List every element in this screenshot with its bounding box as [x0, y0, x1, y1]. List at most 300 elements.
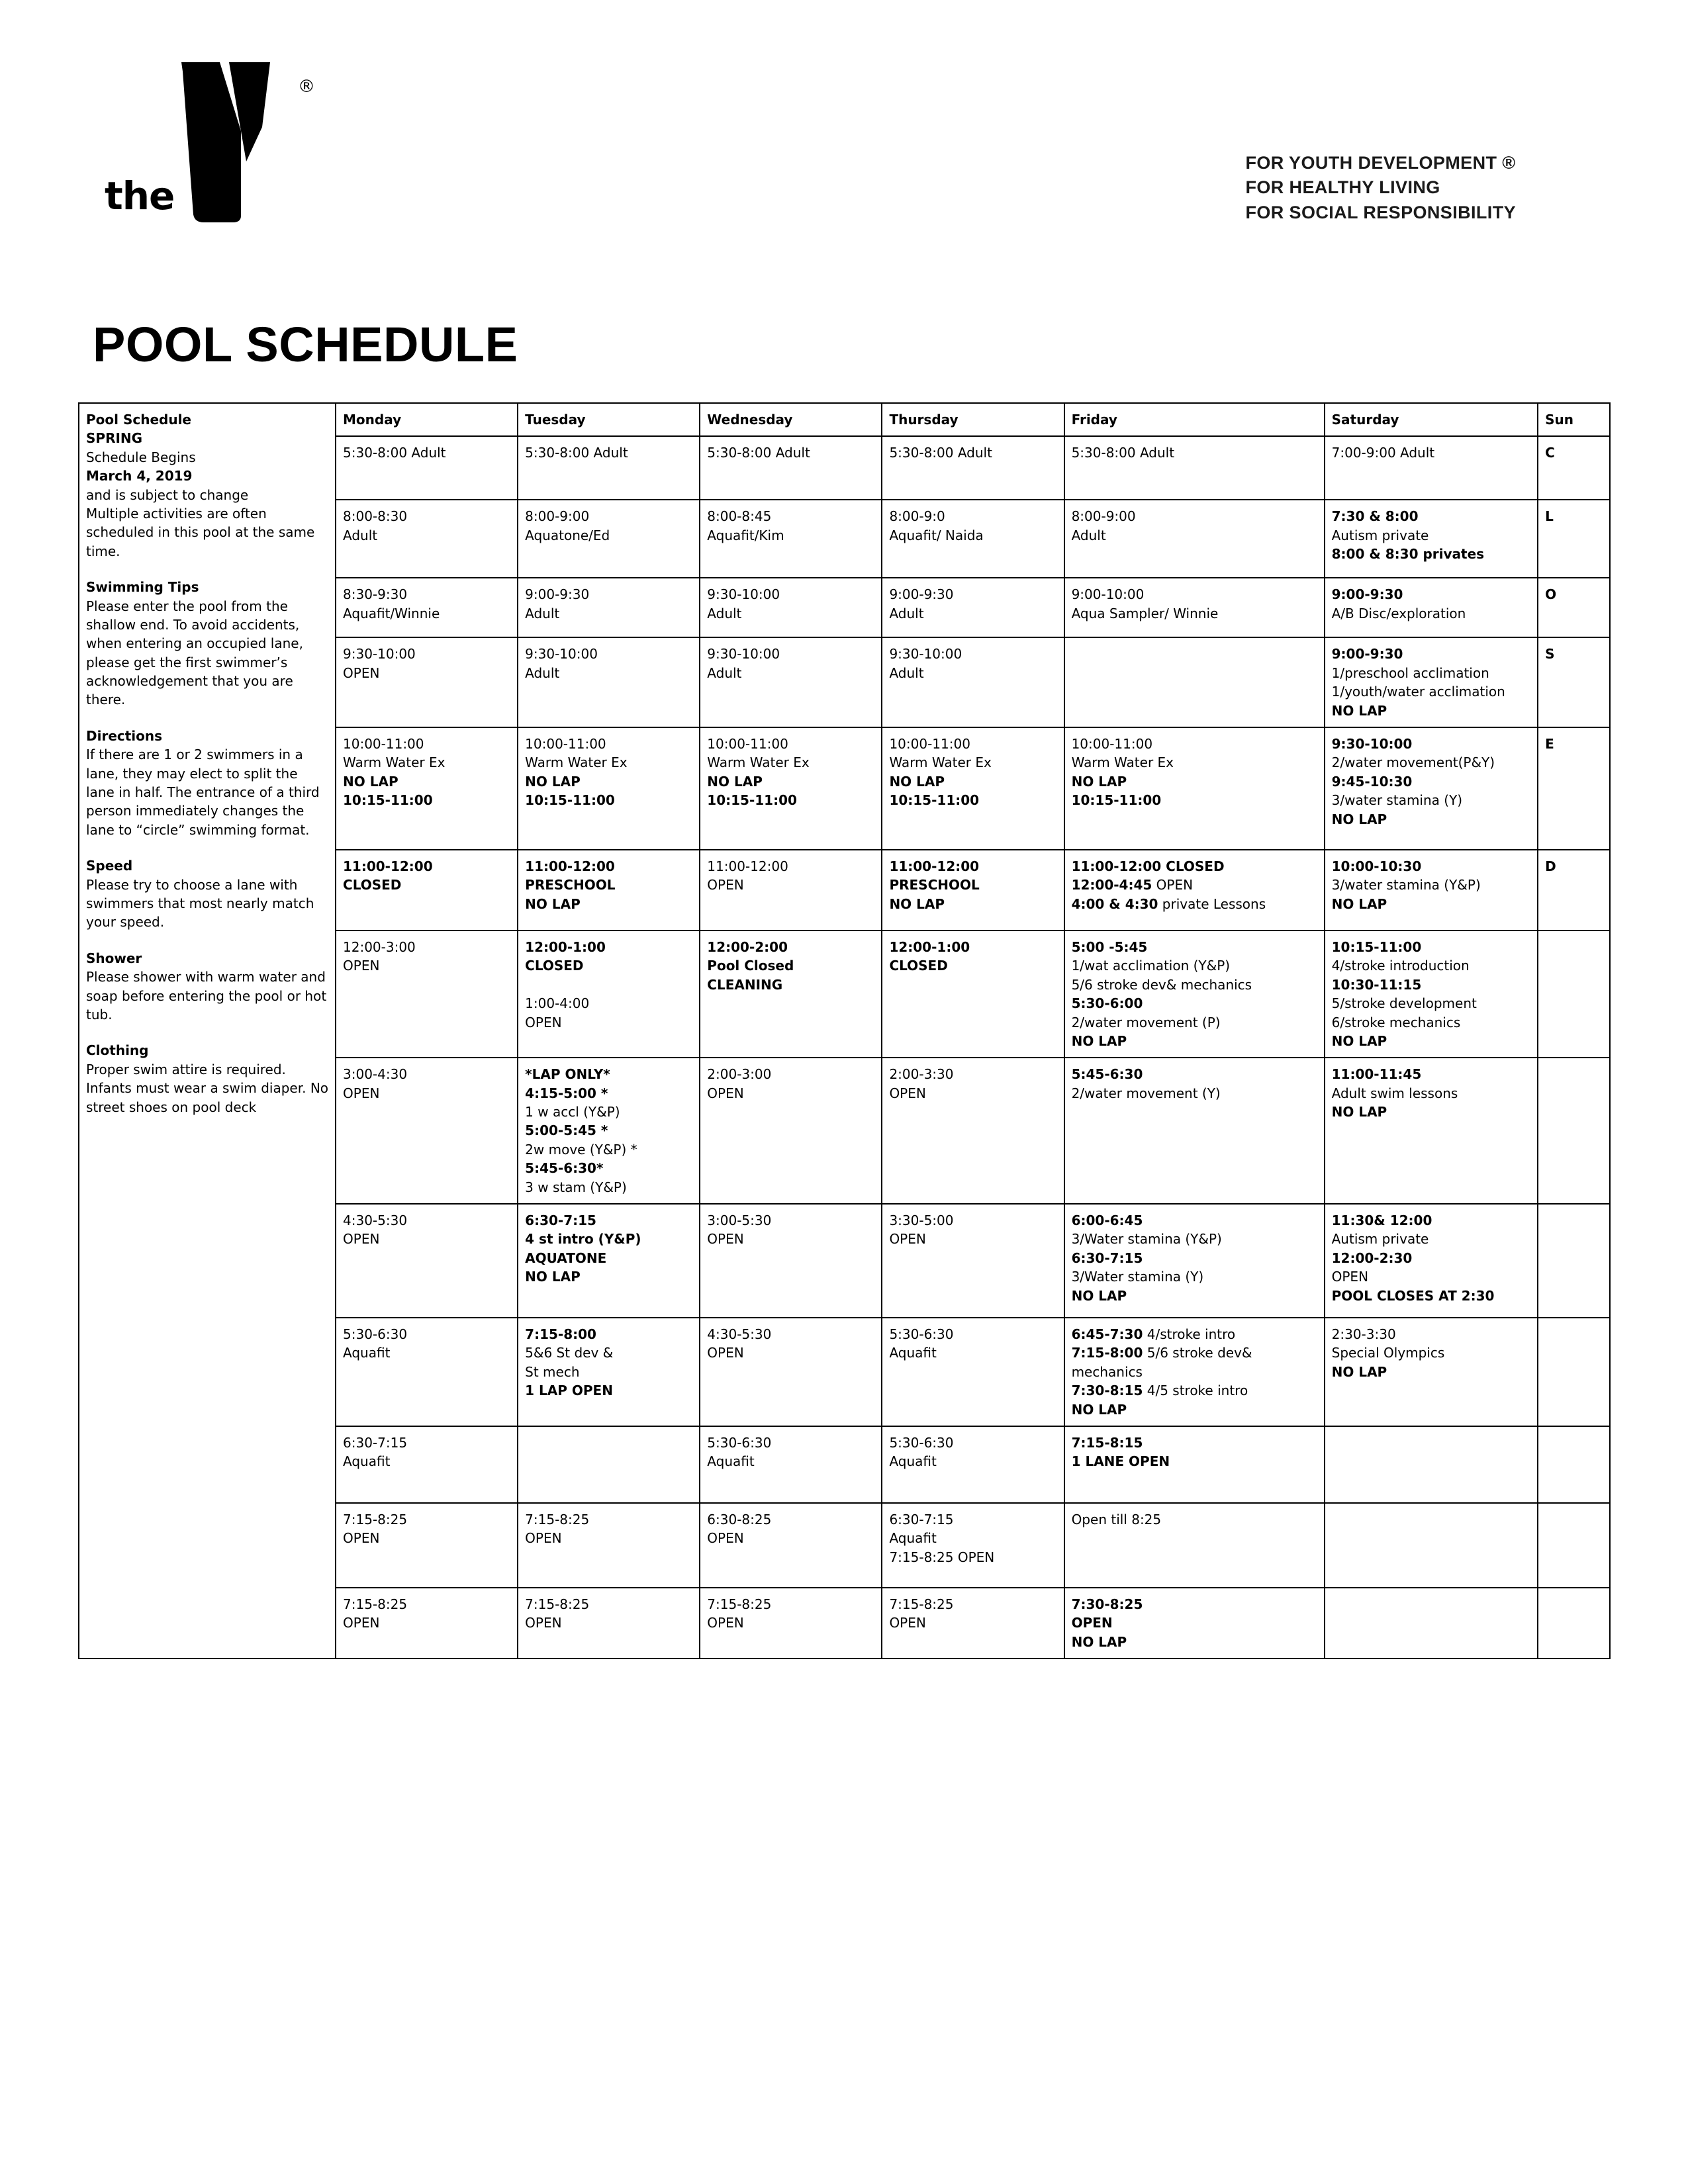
schedule-cell-monday	[336, 637, 518, 727]
cell-line: NO LAP	[1331, 1104, 1387, 1120]
schedule-cell-sunday	[1538, 931, 1610, 1058]
info-section-heading-4: Shower	[86, 950, 142, 966]
cell-line: Pool Closed	[707, 958, 794, 974]
cell-line: NO LAP	[1331, 895, 1387, 912]
cell-line: Warm Water Ex	[707, 754, 810, 771]
cell-line: 7:15-8:25	[343, 1596, 408, 1612]
cell-line: 8:00 & 8:30 privates	[1331, 546, 1485, 563]
schedule-cell-thursday	[882, 1426, 1064, 1503]
cell-line: 5:30-6:00	[1071, 995, 1143, 1012]
cell-line: 10:15-11:00	[1071, 792, 1162, 809]
cell-line: 9:45-10:30	[1331, 773, 1413, 790]
cell-line: Aquafit	[343, 1453, 391, 1470]
cell-line: 12:00-4:45 OPEN	[1071, 877, 1194, 893]
cell-line: OPEN	[525, 1014, 562, 1030]
schedule-cell-thursday	[882, 1588, 1064, 1659]
info-section-heading-5: Clothing	[86, 1042, 149, 1059]
cell-line: NO LAP	[889, 773, 945, 790]
cell-line: 5:30-8:00 Adult	[1071, 445, 1175, 461]
cell-line: NO LAP	[1071, 1401, 1127, 1418]
cell-line: OPEN	[1071, 1615, 1113, 1631]
schedule-cell-sunday: L	[1538, 500, 1610, 578]
schedule-cell-thursday	[882, 436, 1064, 500]
info-begins-date: March 4, 2019	[86, 468, 193, 484]
cell-line: 7:00-9:00 Adult	[1331, 445, 1435, 461]
cell-line: 3:00-5:30	[707, 1212, 772, 1229]
schedule-cell-thursday	[882, 1503, 1064, 1588]
pool-schedule-table-wrapper	[78, 402, 1611, 1659]
table-header-row	[79, 403, 1610, 436]
schedule-cell-monday	[336, 1318, 518, 1426]
cell-line: 5:45-6:30	[1071, 1066, 1143, 1083]
cell-line: 7:30 & 8:00	[1331, 508, 1419, 525]
schedule-cell-wednesday	[700, 578, 882, 637]
column-header-thursday: Thursday	[882, 403, 1064, 436]
cell-line: 5:30-8:00 Adult	[889, 445, 992, 461]
cell-line: St mech	[525, 1363, 580, 1380]
cell-line: 1 LANE OPEN	[1071, 1453, 1170, 1470]
schedule-cell-friday	[1064, 637, 1325, 727]
schedule-cell-thursday	[882, 727, 1064, 850]
schedule-cell-saturday	[1325, 637, 1538, 727]
schedule-cell-wednesday	[700, 1426, 882, 1503]
cell-line: Aquafit/Winnie	[343, 605, 440, 621]
cell-line: 10:15-11:00	[525, 792, 615, 809]
column-header-tuesday: Tuesday	[518, 403, 700, 436]
schedule-cell-tuesday	[518, 578, 700, 637]
info-spacer	[86, 932, 330, 949]
cell-line: Aquafit	[707, 1453, 755, 1470]
cell-line: Adult	[707, 605, 742, 621]
cell-line: 2w move (Y&P) *	[525, 1141, 637, 1158]
schedule-cell-thursday	[882, 1058, 1064, 1204]
info-title: Pool Schedule	[86, 412, 191, 428]
cell-line: OPEN	[707, 1530, 744, 1547]
schedule-cell-friday	[1064, 1503, 1325, 1588]
cell-line: 1 LAP OPEN	[525, 1383, 613, 1399]
schedule-cell-tuesday	[518, 1426, 700, 1503]
schedule-cell-saturday	[1325, 850, 1538, 931]
cell-line: 12:00-1:00	[889, 938, 970, 955]
column-header-saturday: Saturday	[1325, 403, 1538, 436]
cell-line: NO LAP	[343, 773, 399, 790]
cell-line: 7:15-8:25	[525, 1596, 590, 1612]
cell-line: 3/Water stamina (Y)	[1071, 1269, 1204, 1285]
cell-line: 4:30-5:30	[707, 1326, 772, 1343]
info-section-body-2: If there are 1 or 2 swimmers in a lane, they may elect to split the lane in half. The entrance of a third person immediately changes the lane to “circle” swimming format.	[86, 747, 320, 838]
cell-line: 9:30-10:00	[525, 646, 598, 662]
info-season: SPRING	[86, 430, 143, 447]
schedule-cell-tuesday	[518, 1204, 700, 1318]
cell-line: 5:30-6:30	[889, 1326, 954, 1343]
schedule-cell-sunday: D	[1538, 850, 1610, 931]
cell-line: 7:15-8:25	[889, 1596, 954, 1612]
schedule-cell-saturday	[1325, 500, 1538, 578]
cell-line: 3 w stam (Y&P)	[525, 1179, 627, 1195]
pool-schedule-table	[78, 402, 1611, 1659]
cell-line: OPEN	[525, 1530, 562, 1547]
schedule-cell-tuesday	[518, 727, 700, 850]
cell-line: Adult	[525, 664, 560, 681]
cell-line: 12:00-2:30	[1331, 1250, 1413, 1266]
cell-line: OPEN	[707, 1345, 744, 1361]
cell-line: 10:00-11:00	[1071, 735, 1153, 752]
cell-line: 8:00-8:30	[343, 508, 408, 525]
schedule-cell-tuesday	[518, 500, 700, 578]
cell-line: AQUATONE	[525, 1250, 607, 1266]
schedule-cell-wednesday	[700, 436, 882, 500]
schedule-cell-wednesday	[700, 931, 882, 1058]
svg-text:YMCA: YMCA	[209, 154, 244, 210]
schedule-cell-saturday	[1325, 1503, 1538, 1588]
column-header-monday: Monday	[336, 403, 518, 436]
schedule-cell-saturday	[1325, 1426, 1538, 1503]
cell-line: OPEN	[707, 877, 744, 893]
cell-line: 4:15-5:00 *	[525, 1085, 608, 1101]
schedule-cell-wednesday	[700, 1588, 882, 1659]
schedule-cell-saturday	[1325, 727, 1538, 850]
tagline-line-3: FOR SOCIAL RESPONSIBILITY	[1245, 202, 1516, 222]
cell-line: NO LAP	[889, 895, 945, 912]
schedule-cell-wednesday	[700, 1204, 882, 1318]
schedule-cell-friday	[1064, 1204, 1325, 1318]
cell-line: Aqua Sampler/ Winnie	[1071, 605, 1219, 621]
cell-line: NO LAP	[1331, 1363, 1387, 1380]
cell-line: 7:15-8:25	[343, 1511, 408, 1527]
cell-line: 11:00-12:00 CLOSED	[1071, 858, 1225, 874]
cell-line: 5:30-6:30	[889, 1434, 954, 1451]
cell-line: 11:00-12:00	[889, 858, 980, 874]
cell-line: 5:45-6:30*	[525, 1160, 604, 1177]
info-spacer	[86, 709, 330, 727]
schedule-cell-saturday	[1325, 1588, 1538, 1659]
cell-line: NO LAP	[1071, 773, 1127, 790]
info-section-body-4: Please shower with warm water and soap before entering the pool or hot tub.	[86, 969, 327, 1023]
info-section-heading-2: Directions	[86, 727, 163, 744]
cell-line: 7:15-8:00	[525, 1326, 596, 1343]
schedule-cell-monday	[336, 500, 518, 578]
cell-line: 8:00-9:00	[525, 508, 590, 525]
cell-line: Warm Water Ex	[343, 754, 445, 771]
schedule-cell-monday	[336, 578, 518, 637]
cell-line: 8:00-9:0	[889, 508, 945, 525]
schedule-cell-friday	[1064, 1318, 1325, 1426]
cell-line: 4 st intro (Y&P)	[525, 1231, 641, 1248]
schedule-cell-friday	[1064, 931, 1325, 1058]
cell-line: 3/Water stamina (Y&P)	[1071, 1231, 1222, 1248]
cell-line: POOL CLOSES AT 2:30	[1331, 1287, 1495, 1304]
ymca-y-icon	[172, 53, 311, 225]
cell-line: 6:30-7:15	[525, 1212, 596, 1229]
cell-line: 5/6 stroke dev& mechanics	[1071, 976, 1252, 993]
schedule-cell-sunday: S	[1538, 637, 1610, 727]
cell-line: 11:00-11:45	[1331, 1066, 1422, 1083]
schedule-cell-wednesday	[700, 727, 882, 850]
info-panel	[79, 403, 336, 1659]
cell-line: Aquafit	[889, 1453, 937, 1470]
schedule-cell-sunday	[1538, 1503, 1610, 1588]
schedule-cell-tuesday	[518, 637, 700, 727]
schedule-cell-friday	[1064, 500, 1325, 578]
cell-line: 5:30-6:30	[707, 1434, 772, 1451]
info-section-heading-3: Speed	[86, 858, 133, 874]
cell-line: CLOSED	[343, 877, 402, 893]
page-header	[0, 0, 1688, 278]
cell-line: 9:00-10:00	[1071, 586, 1145, 603]
schedule-cell-thursday	[882, 1204, 1064, 1318]
info-section-body-3: Please try to choose a lane with swimmers that most nearly match your speed.	[86, 876, 314, 931]
tagline-line-1: FOR YOUTH DEVELOPMENT ®	[1245, 153, 1516, 173]
cell-line: 1/wat acclimation (Y&P)	[1071, 958, 1231, 974]
cell-line: 7:30-8:25	[1071, 1596, 1143, 1612]
cell-line: 2:00-3:00	[707, 1066, 772, 1083]
schedule-cell-saturday	[1325, 1318, 1538, 1426]
cell-line: OPEN	[707, 1085, 744, 1101]
cell-line: 9:00-9:30	[1331, 586, 1403, 603]
schedule-cell-tuesday	[518, 1058, 700, 1204]
schedule-cell-friday	[1064, 1058, 1325, 1204]
schedule-cell-wednesday	[700, 850, 882, 931]
cell-line: 11:00-12:00	[707, 858, 788, 874]
cell-line: 1 w accl (Y&P)	[525, 1104, 620, 1120]
cell-line: NO LAP	[1331, 811, 1387, 827]
cell-line: Aquafit/Kim	[707, 527, 784, 543]
cell-line: 2:00-3:30	[889, 1066, 954, 1083]
cell-line: 9:30-10:00	[1331, 735, 1413, 752]
schedule-cell-tuesday	[518, 1503, 700, 1588]
cell-line: NO LAP	[1331, 702, 1387, 719]
schedule-cell-tuesday	[518, 850, 700, 931]
cell-line: 7:15-8:15	[1071, 1434, 1143, 1451]
schedule-cell-tuesday	[518, 436, 700, 500]
cell-line: Warm Water Ex	[525, 754, 628, 771]
cell-line: Autism private	[1331, 527, 1429, 543]
cell-line: Open till 8:25	[1071, 1511, 1162, 1527]
cell-line: 1/youth/water acclimation	[1331, 684, 1505, 700]
info-multiple-activities: Multiple activities are often scheduled in this pool at the same time.	[86, 505, 315, 559]
schedule-cell-monday	[336, 850, 518, 931]
cell-line: NO LAP	[1071, 1032, 1127, 1049]
cell-line: Adult swim lessons	[1331, 1085, 1458, 1101]
cell-line: OPEN	[889, 1615, 926, 1631]
cell-line: 5:00-5:45 *	[525, 1122, 608, 1139]
cell-line: 10:30-11:15	[1331, 976, 1422, 993]
cell-line: 10:15-11:00	[889, 792, 980, 809]
schedule-cell-saturday	[1325, 931, 1538, 1058]
schedule-cell-monday	[336, 1204, 518, 1318]
cell-line: 4:00 & 4:30 private Lessons	[1071, 895, 1266, 912]
cell-line: NO LAP	[1071, 1287, 1127, 1304]
cell-line: 5:30-8:00 Adult	[343, 445, 446, 461]
cell-line: 1:00-4:00	[525, 995, 590, 1012]
schedule-cell-sunday: O	[1538, 578, 1610, 637]
schedule-cell-friday	[1064, 578, 1325, 637]
schedule-cell-thursday	[882, 850, 1064, 931]
cell-line: 6:45-7:30 4/stroke intro	[1071, 1326, 1236, 1343]
cell-line: 2:30-3:30	[1331, 1326, 1396, 1343]
schedule-cell-sunday	[1538, 1588, 1610, 1659]
cell-line: 8:30-9:30	[343, 586, 408, 603]
cell-line: 10:00-11:00	[525, 735, 606, 752]
logo-the-text: the	[105, 173, 175, 218]
schedule-cell-friday	[1064, 850, 1325, 931]
cell-line: OPEN	[343, 1615, 380, 1631]
cell-line: OPEN	[889, 1231, 926, 1248]
info-section-body-1: Please enter the pool from the shallow end. To avoid accidents, when entering an occupied lane, please get the first swimmer’s acknowledgement that you are there.	[86, 598, 303, 708]
cell-line: 6/stroke mechanics	[1331, 1014, 1461, 1030]
schedule-cell-sunday: C	[1538, 436, 1610, 500]
info-subject-to-change: and is subject to change	[86, 486, 249, 503]
cell-line: 4/stroke introduction	[1331, 958, 1470, 974]
cell-line: NO LAP	[707, 773, 763, 790]
schedule-cell-sunday: E	[1538, 727, 1610, 850]
schedule-cell-tuesday	[518, 1318, 700, 1426]
cell-line: OPEN	[1331, 1269, 1369, 1285]
cell-line: 9:00-9:30	[889, 586, 954, 603]
ymca-tagline	[1245, 151, 1516, 225]
cell-line: 11:30& 12:00	[1331, 1212, 1432, 1229]
cell-line: 7:15-8:25	[707, 1596, 772, 1612]
cell-line: A/B Disc/exploration	[1331, 605, 1466, 621]
cell-line: Adult	[889, 605, 924, 621]
cell-line: 5&6 St dev &	[525, 1345, 614, 1361]
cell-line: 6:30-7:15	[889, 1511, 954, 1527]
schedule-cell-wednesday	[700, 1318, 882, 1426]
cell-line: 10:15-11:00	[343, 792, 433, 809]
cell-line: 3/water stamina (Y)	[1331, 792, 1463, 809]
cell-line: CLEANING	[707, 976, 783, 993]
column-header-sun: Sun	[1538, 403, 1610, 436]
cell-line: 6:00-6:45	[1071, 1212, 1143, 1229]
cell-line: 7:15-8:25 OPEN	[889, 1549, 995, 1565]
cell-line: Aquafit	[889, 1345, 937, 1361]
cell-line: Aquafit	[343, 1345, 391, 1361]
cell-line: 9:00-9:30	[1331, 646, 1403, 662]
cell-line: OPEN	[889, 1085, 926, 1101]
cell-line: Adult	[889, 664, 924, 681]
cell-line: 9:30-10:00	[889, 646, 962, 662]
cell-line: 3/water stamina (Y&P)	[1331, 877, 1481, 893]
info-begins-label: Schedule Begins	[86, 449, 196, 465]
cell-line: *LAP ONLY*	[525, 1066, 610, 1083]
schedule-cell-tuesday	[518, 931, 700, 1058]
cell-line: NO LAP	[525, 1269, 581, 1285]
schedule-cell-monday	[336, 1588, 518, 1659]
page-title: POOL SCHEDULE	[93, 317, 518, 372]
cell-line: 10:00-10:30	[1331, 858, 1422, 874]
schedule-cell-monday	[336, 1503, 518, 1588]
cell-line: CLOSED	[889, 958, 948, 974]
schedule-cell-friday	[1064, 1588, 1325, 1659]
cell-line: 6:30-7:15	[1071, 1250, 1143, 1266]
column-header-wednesday: Wednesday	[700, 403, 882, 436]
cell-line: 10:00-11:00	[889, 735, 970, 752]
cell-line: 12:00-2:00	[707, 938, 788, 955]
schedule-cell-friday	[1064, 727, 1325, 850]
cell-line: 9:30-10:00	[343, 646, 416, 662]
cell-line: 12:00-1:00	[525, 938, 606, 955]
schedule-cell-thursday	[882, 1318, 1064, 1426]
tagline-line-2: FOR HEALTHY LIVING	[1245, 177, 1440, 198]
cell-line	[525, 976, 694, 994]
cell-line: 7:15-8:25	[525, 1511, 590, 1527]
cell-line: OPEN	[343, 1231, 380, 1248]
schedule-cell-monday	[336, 1426, 518, 1503]
cell-line: NO LAP	[525, 773, 581, 790]
schedule-cell-wednesday	[700, 1503, 882, 1588]
cell-line: Aquatone/Ed	[525, 527, 610, 543]
info-spacer	[86, 1024, 330, 1041]
cell-line: 9:30-10:00	[707, 646, 780, 662]
info-section-body-5: Proper swim attire is required. Infants must wear a swim diaper. No street shoes on pool deck	[86, 1061, 329, 1115]
schedule-cell-saturday	[1325, 1204, 1538, 1318]
cell-line: NO LAP	[1331, 1032, 1387, 1049]
cell-line: 10:15-11:00	[707, 792, 797, 809]
info-section-heading-1: Swimming Tips	[86, 579, 199, 596]
cell-line: OPEN	[707, 1615, 744, 1631]
cell-line: 5:30-8:00 Adult	[707, 445, 810, 461]
info-spacer	[86, 561, 330, 578]
cell-line: 8:00-9:00	[1071, 508, 1136, 525]
cell-line: OPEN	[343, 1530, 380, 1547]
cell-line: 9:00-9:30	[525, 586, 590, 603]
schedule-cell-sunday	[1538, 1426, 1610, 1503]
cell-line: 10:00-11:00	[343, 735, 424, 752]
cell-line: Aquafit/ Naida	[889, 527, 984, 543]
cell-line: 11:00-12:00	[343, 858, 433, 874]
registered-trademark-icon: ®	[298, 77, 315, 97]
schedule-cell-sunday	[1538, 1204, 1610, 1318]
cell-line: PRESCHOOL	[889, 877, 980, 893]
schedule-cell-wednesday	[700, 500, 882, 578]
schedule-cell-sunday	[1538, 1318, 1610, 1426]
cell-line: 5:30-6:30	[343, 1326, 408, 1343]
schedule-cell-monday	[336, 931, 518, 1058]
cell-line: 5/stroke development	[1331, 995, 1477, 1012]
cell-line: Adult	[707, 664, 742, 681]
cell-line: 4:30-5:30	[343, 1212, 408, 1229]
cell-line: Special Olympics	[1331, 1345, 1445, 1361]
cell-line: 6:30-7:15	[343, 1434, 408, 1451]
cell-line: NO LAP	[1071, 1633, 1127, 1650]
schedule-cell-saturday	[1325, 578, 1538, 637]
cell-line: 5:00 -5:45	[1071, 938, 1148, 955]
cell-line: OPEN	[343, 1085, 380, 1101]
cell-line: PRESCHOOL	[525, 877, 616, 893]
schedule-cell-thursday	[882, 637, 1064, 727]
schedule-cell-friday	[1064, 436, 1325, 500]
cell-line: Adult	[343, 527, 378, 543]
cell-line: 10:15-11:00	[1331, 938, 1422, 955]
cell-line: CLOSED	[525, 958, 584, 974]
cell-line: Warm Water Ex	[1071, 754, 1174, 771]
info-spacer	[86, 839, 330, 856]
cell-line: 2/water movement(P&Y)	[1331, 754, 1495, 771]
cell-line: 10:00-11:00	[707, 735, 788, 752]
cell-line: 8:00-8:45	[707, 508, 772, 525]
schedule-cell-thursday	[882, 500, 1064, 578]
cell-line: OPEN	[343, 664, 380, 681]
schedule-cell-friday	[1064, 1426, 1325, 1503]
column-header-friday: Friday	[1064, 403, 1325, 436]
cell-line: 6:30-8:25	[707, 1511, 772, 1527]
schedule-cell-wednesday	[700, 637, 882, 727]
cell-line: 1/preschool acclimation	[1331, 664, 1489, 681]
schedule-cell-saturday	[1325, 436, 1538, 500]
cell-line: 12:00-3:00	[343, 938, 416, 955]
schedule-cell-thursday	[882, 578, 1064, 637]
cell-line: 7:30-8:15 4/5 stroke intro	[1071, 1383, 1248, 1399]
